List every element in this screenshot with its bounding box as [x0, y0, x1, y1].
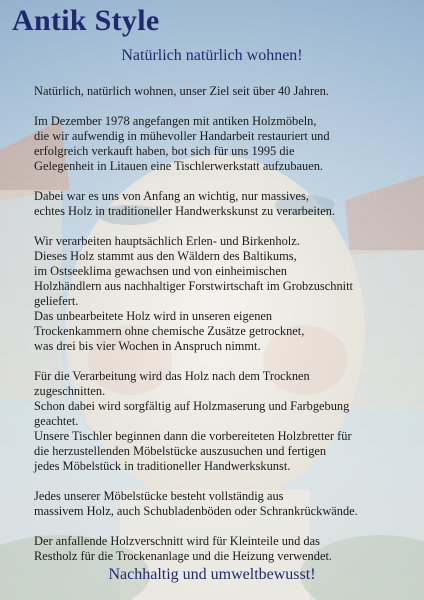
paragraph-solid-wood: Jedes unserer Möbelstücke besteht vollständig aus massivem Holz, auch Schubladenböden oder Schrankrückwände. [34, 489, 358, 518]
paragraph-history: Im Dezember 1978 angefangen mit antiken Holzmöbeln, die wir aufwendig in mühevoller Handarbeit restauriert und erfolgreich verkauft haben, bot sich für uns 1995 die Gelegenheit in Litauen eine Tischlerwerkstatt aufzubauen. [34, 114, 330, 173]
paragraph-wood-source: Wir verarbeiten hauptsächlich Erlen- und Birkenholz. Dieses Holz stammt aus den Wäldern des Baltikums, im Ostseeklima gewachsen und von einheimischen Holzhändlern aus nachhaltiger Forstwirtschaft im Grobzuschnitt geliefert. Das unbearbeitete Holz wird in unseren eigenen Trockenkammern ohne chemische Zusätze getrocknet, was drei bis vier Wochen in Anspruch nimmt. [34, 234, 353, 353]
paragraph-processing: Für die Verarbeitung wird das Holz nach dem Trocknen zugeschnitten. Schon dabei wird sorgfältig auf Holzmaserung und Farbgebung geachtet. Unsere Tischler beginnen dann die vorbereiteten Holzbretter für die herzustellenden Möbelstücke auszusuchen und fertigen jedes Möbelstück in traditioneller Handwerkskunst. [34, 369, 352, 473]
footer-tagline: Nachhaltig und umweltbewusst! [108, 566, 316, 583]
paragraph-principle: Dabei war es uns von Anfang an wichtig, nur massives, echtes Holz in traditioneller Handwerkskunst zu verarbeiten. [34, 189, 336, 218]
paragraph-offcuts: Der anfallende Holzverschnitt wird für Kleinteile und das Restholz für die Trockenanlage und die Heizung verwendet. [34, 534, 332, 563]
subtitle: Natürlich natürlich wohnen! [121, 47, 303, 64]
brand-title: Antik Style [12, 4, 160, 37]
paragraph-intro: Natürlich, natürlich wohnen, unser Ziel seit über 40 Jahren. [34, 84, 329, 98]
body-text [34, 84, 420, 579]
